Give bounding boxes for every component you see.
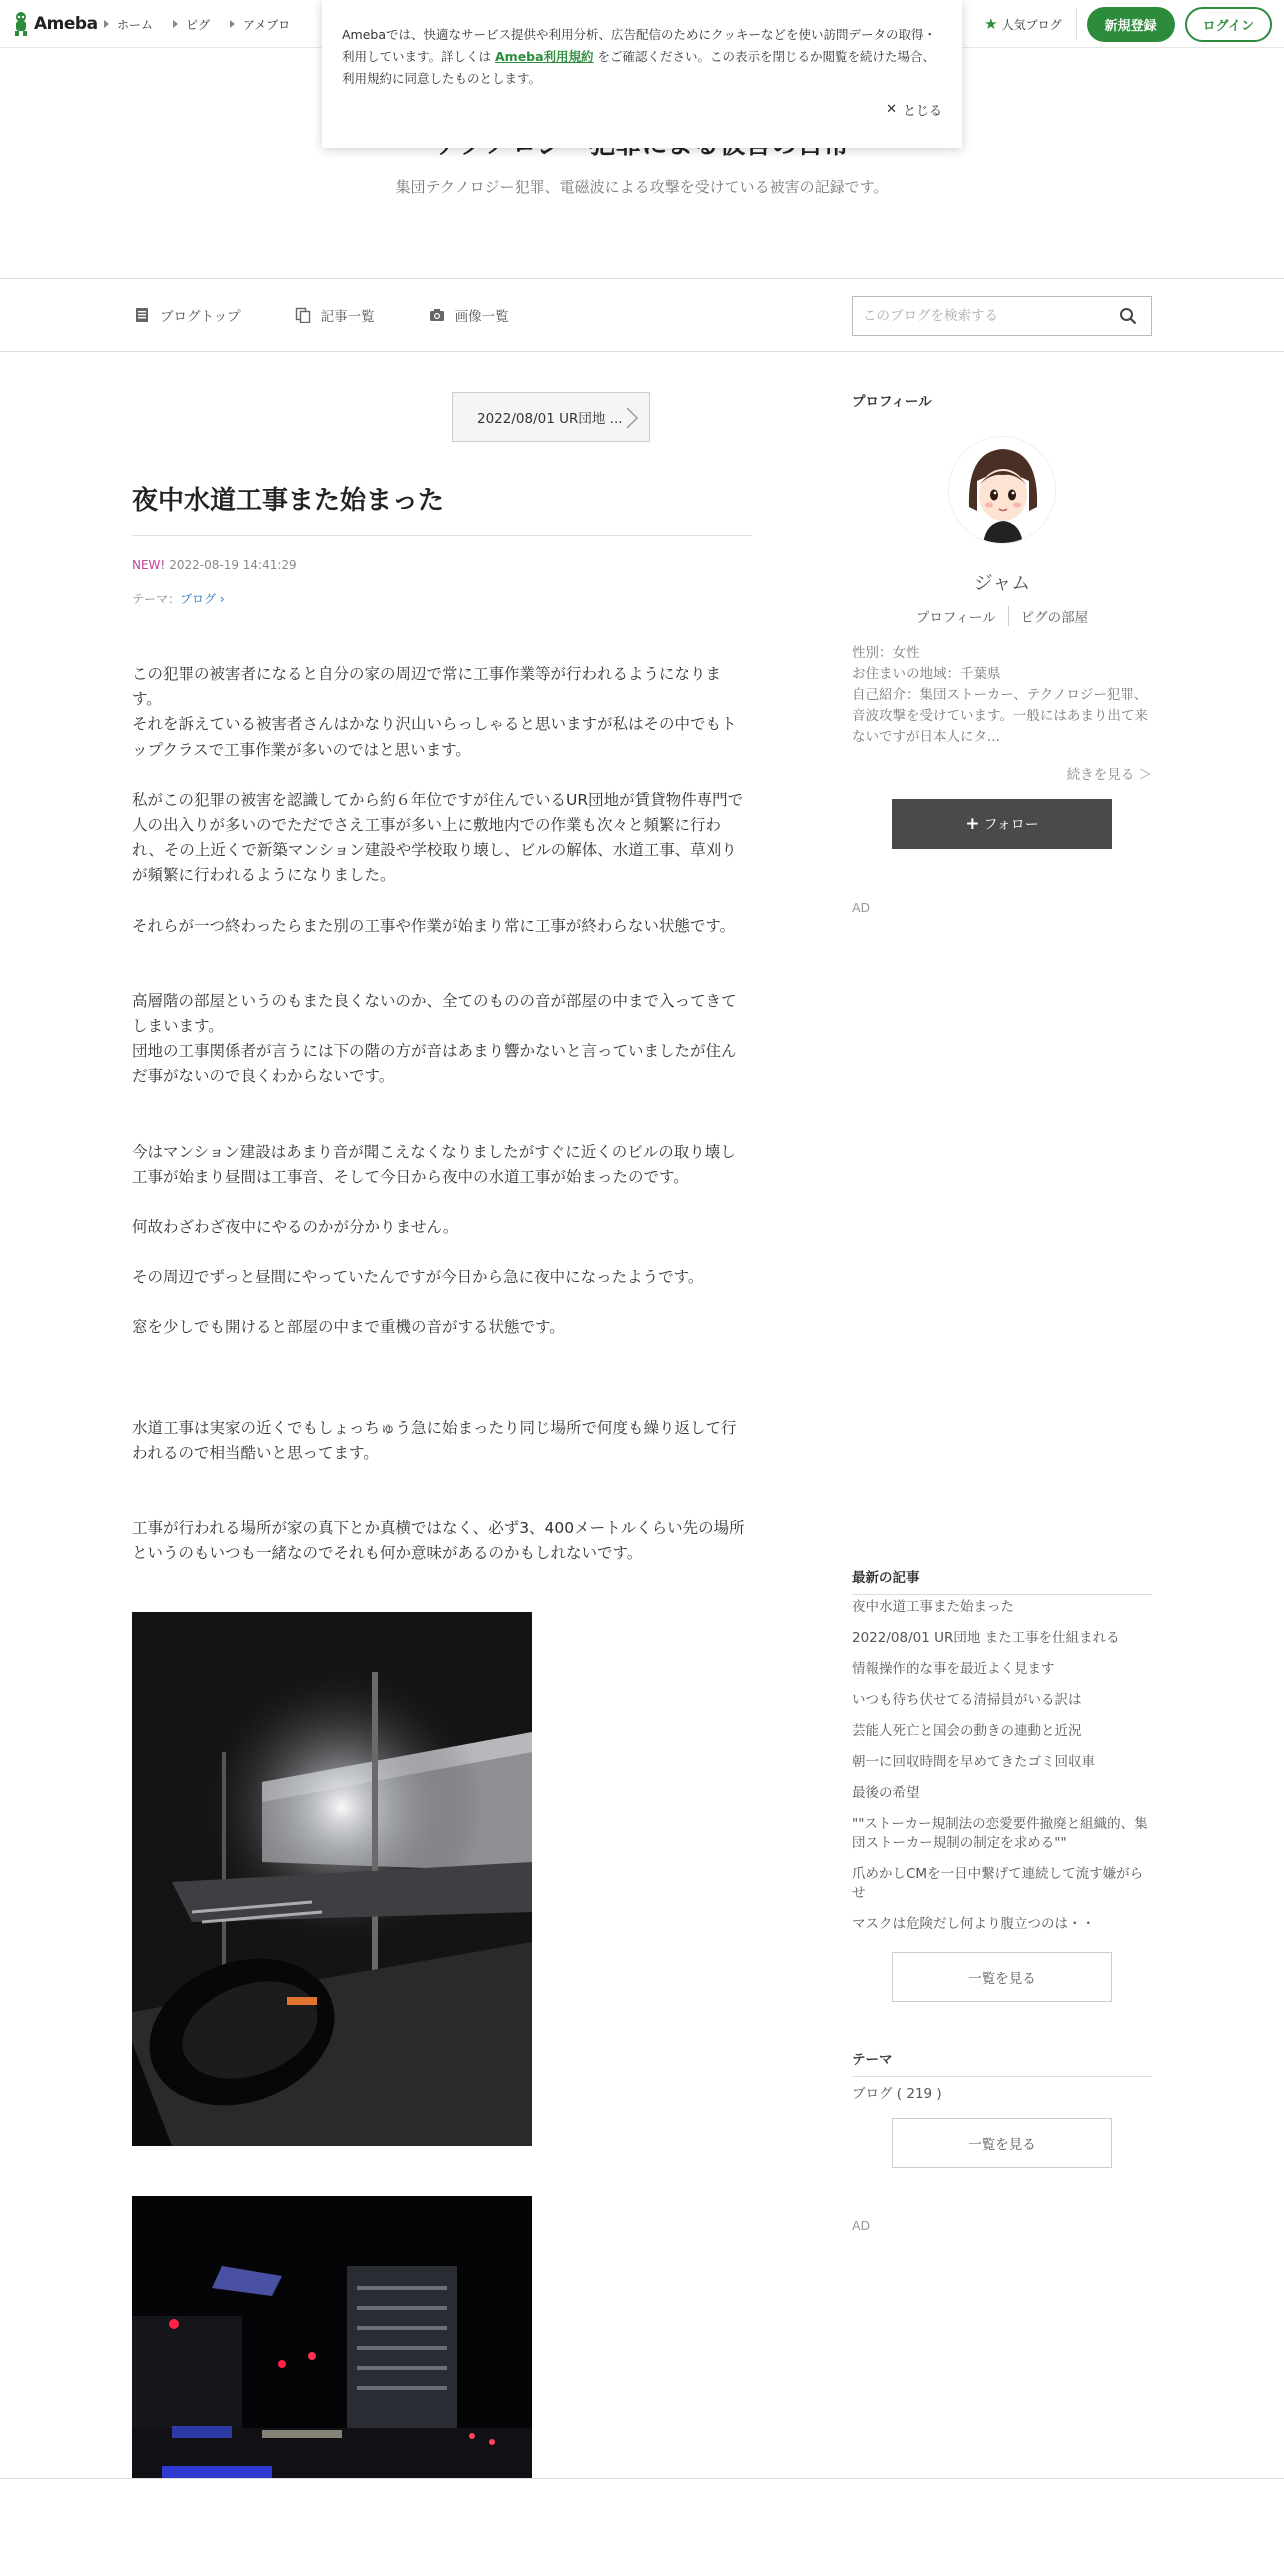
blog-search	[852, 296, 1152, 336]
avatar-illustration	[949, 437, 1056, 544]
theme-list-button[interactable]: 一覧を見る	[892, 2118, 1112, 2168]
ad-label: AD	[852, 2218, 871, 2233]
night-street-photo	[132, 1612, 532, 2146]
search-icon[interactable]	[1119, 307, 1137, 325]
list-item[interactable]: 2022/08/01 UR団地 また工事を仕組まれる	[852, 1630, 1120, 1646]
entry-photo[interactable]	[132, 2196, 532, 2478]
list-item[interactable]: 朝一に回収時間を早めてきたゴミ回収車	[852, 1754, 1095, 1770]
avatar[interactable]	[948, 436, 1056, 544]
triangle-icon	[104, 20, 109, 28]
header-actions	[984, 0, 1272, 48]
global-nav	[104, 0, 290, 48]
entry-title[interactable]: 夜中水道工事また始まった	[132, 480, 752, 536]
nav-ameblo[interactable]: アメブロ	[230, 16, 290, 33]
cookie-close-button[interactable]: ✕ とじる	[886, 102, 942, 119]
theme-item[interactable]: ブログ ( 219 )	[852, 2086, 942, 2102]
entry-meta	[132, 558, 297, 572]
document-icon	[134, 307, 150, 323]
paragraph: 工事が行われる場所が家の真下とか真横ではなく、必ず3、400メートルくらい先の場所というのもいつも一緒なのでそれも何か意味があるのかもしれないです。	[132, 1519, 745, 1563]
paragraph: 水道工事は実家の近くでもしょっちゅう急に始まったり同じ場所で何度も繰り返して行われるので相当酷いと思ってます。	[132, 1418, 737, 1462]
new-badge: NEW!	[132, 558, 166, 572]
bottom-bar	[0, 2478, 1284, 2568]
tab-image-list[interactable]: 画像一覧	[429, 305, 509, 325]
logo-text: Ameba	[34, 14, 98, 34]
triangle-icon	[230, 20, 235, 28]
read-more-link[interactable]: 続きを見る ＞	[1066, 767, 1152, 783]
entry-photo[interactable]	[132, 1612, 532, 2146]
paragraph: 今はマンション建設はあまり音が聞こえなくなりましたがすぐに近くのビルの取り壊し工事が始まり昼間は工事音、そして今日から夜中の水道工事が始まったのです。	[132, 1142, 736, 1186]
blog-nav	[0, 278, 1284, 352]
list-item[interactable]: マスクは危険だし何より腹立つのは・・	[852, 1916, 1095, 1932]
profile-link[interactable]: プロフィール	[915, 610, 996, 626]
list-item[interactable]: 情報操作的な事を最近よく見ます	[852, 1661, 1055, 1677]
nav-pigg[interactable]: ピグ	[173, 16, 210, 33]
profile-name[interactable]: ジャム	[973, 572, 1031, 594]
popular-blog-link[interactable]: ★ 人気ブログ	[984, 9, 1076, 39]
cookie-text: Amebaでは、快適なサービス提供や利用分析、広告配信のためにクッキーなどを使い訪問データの取得・利用しています。詳しくは Ameba利用規約 をご確認ください。この表示を閉じるか閲覧を続けた場合、利用規約に同意したものとします。	[342, 27, 937, 86]
list-item[interactable]: 芸能人死亡と国会の動きの連動と近況	[852, 1723, 1082, 1739]
paragraph: 私がこの犯罪の被害を認識してから約６年位ですが住んでいるUR団地が賃貸物件専門で人の出入りが多いのでただでさえ工事が多い上に敷地内での作業も次々と頻繁に行われ、その上近くで新築マンション建設や学校取り壊し、ビルの解体、水道工事、草刈りが頻繁に行われるようになりました。	[132, 790, 744, 885]
entry-theme: テーマ：ブログ ›	[132, 592, 225, 606]
profile-residence: お住まいの地域：千葉県	[852, 666, 1001, 682]
profile-intro: 自己紹介：集団ストーカー、テクノロジー犯罪、音波攻撃を受けています。一般にはあまり出て来ないですが日本人にタ...	[852, 687, 1148, 745]
close-icon: ✕	[886, 102, 897, 117]
ameba-mascot-icon	[12, 11, 30, 37]
recent-entries-heading: 最新の記事	[852, 1566, 1152, 1595]
list-item[interactable]: 爪めかしCMを一日中繋げて連続して流す嫌がらせ	[852, 1866, 1144, 1901]
paragraph: この犯罪の被害者になると自分の家の周辺で常に工事作業等が行われるようになります。 それを訴えている被害者さんはかなり沢山いらっしゃると思いますが私はその中でもトップクラスで工事作業が多いのではと思います。	[132, 665, 737, 759]
follow-button[interactable]: + フォロー	[892, 799, 1112, 849]
triangle-icon	[173, 20, 178, 28]
chevron-right-icon: ›	[216, 592, 225, 606]
plus-icon: +	[965, 814, 980, 834]
night-intersection-photo	[132, 2196, 532, 2478]
theme-link[interactable]: ブログ	[180, 592, 217, 606]
register-button[interactable]: 新規登録	[1087, 7, 1175, 42]
recent-list-button[interactable]: 一覧を見る	[892, 1952, 1112, 2002]
list-item[interactable]: 最後の希望	[852, 1785, 920, 1801]
profile-gender: 性別：女性	[852, 645, 920, 661]
nav-home[interactable]: ホーム	[104, 16, 153, 33]
tab-blog-top[interactable]: ブログトップ	[134, 305, 241, 325]
paragraph: その周辺でずっと昼間にやっていたんですが今日から急に夜中になったようです。	[132, 1268, 704, 1287]
paragraph: それらが一つ終わったらまた別の工事や作業が始まり常に工事が終わらない状態です。	[132, 916, 736, 935]
login-button[interactable]: ログイン	[1185, 7, 1272, 42]
previous-entry-link[interactable]: 2022/08/01 UR団地 ...	[452, 392, 650, 442]
paragraph: 高層階の部屋というのもまた良くないのか、全てのものの音が部屋の中まで入ってきてしまいます。 団地の工事関係者が言うには下の階の方が音はあまり響かないと言っていましたが住んだ事がないので良くわからないです。	[132, 991, 737, 1086]
profile-heading: プロフィール	[852, 394, 932, 410]
list-item[interactable]: 夜中水道工事また始まった	[852, 1599, 1014, 1615]
profile-links	[852, 606, 1152, 626]
theme-heading: テーマ	[852, 2048, 1152, 2077]
ameba-logo[interactable]	[12, 10, 98, 38]
recent-entries-list	[852, 1598, 1152, 1946]
search-input[interactable]	[853, 297, 1093, 335]
paragraph: 窓を少しでも開けると部屋の中まで重機の音がする状態です。	[132, 1318, 565, 1337]
tab-entry-list[interactable]: 記事一覧	[295, 305, 375, 325]
star-icon: ★	[984, 15, 998, 33]
ad-label: AD	[852, 900, 871, 915]
cookie-banner	[322, 0, 962, 148]
paragraph: 何故わざわざ夜中にやるのかが分かりません。	[132, 1218, 459, 1237]
entry-datetime: 2022-08-19 14:41:29	[169, 558, 297, 572]
profile-info	[852, 643, 1152, 748]
list-item[interactable]: ""ストーカー規制法の恋愛要件撤廃と組織的、集団ストーカー規制の制定を求める""	[852, 1816, 1148, 1851]
entry-body	[132, 662, 750, 1566]
copy-icon	[295, 307, 311, 323]
chevron-right-icon	[625, 406, 639, 430]
camera-icon	[429, 307, 445, 323]
list-item[interactable]: いつも待ち伏せてる清掃員がいる訳は	[852, 1692, 1082, 1708]
blog-subtitle: 集団テクノロジー犯罪、電磁波による攻撃を受けている被害の記録です。	[395, 178, 889, 196]
terms-link[interactable]: Ameba利用規約	[495, 49, 594, 64]
pigg-room-link[interactable]: ピグの部屋	[1008, 606, 1101, 626]
